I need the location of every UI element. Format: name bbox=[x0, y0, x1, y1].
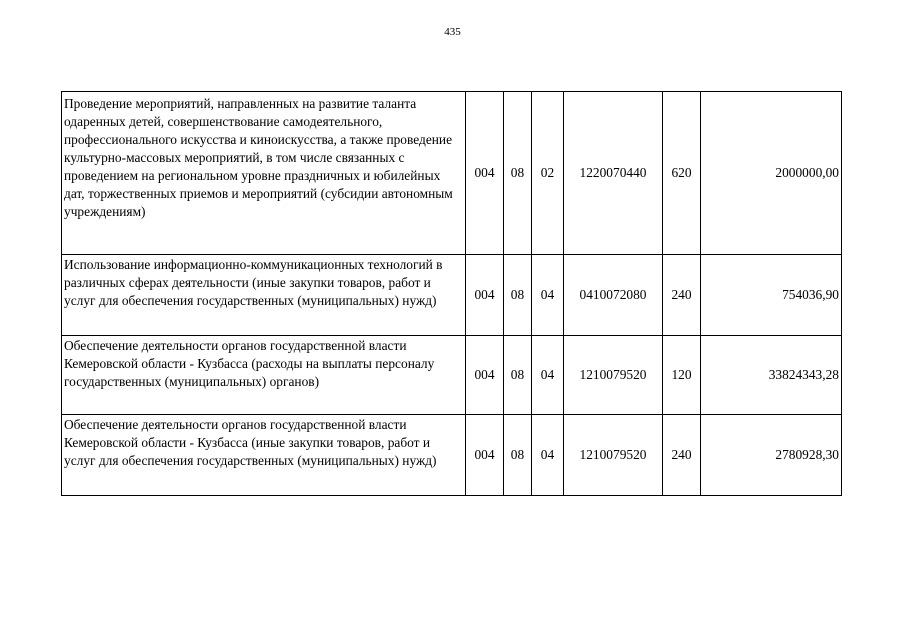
table-row bbox=[62, 92, 842, 255]
subsection-code-cell: 04 bbox=[532, 415, 564, 496]
subsection-code-cell: 04 bbox=[532, 255, 564, 336]
section-code-cell: 08 bbox=[504, 255, 532, 336]
amount-cell: 2000000,00 bbox=[701, 92, 842, 255]
subsection-code-cell: 04 bbox=[532, 336, 564, 415]
expense-name-cell: Проведение мероприятий, направленных на развитие таланта одаренных детей, совершенствование самодеятельного, профессионального искусства и киноискусства, а также проведение культурно-массовых мероприятий, в том числе связанных с проведением на региональном уровне праздничных и юбилейных дат, торжественных приемов и мероприятий (субсидии автономным учреждениям) bbox=[62, 92, 466, 255]
target-article-cell: 1210079520 bbox=[564, 415, 663, 496]
amount-cell: 2780928,30 bbox=[701, 415, 842, 496]
expense-type-cell: 120 bbox=[663, 336, 701, 415]
expense-type-cell: 240 bbox=[663, 415, 701, 496]
ministry-code-cell: 004 bbox=[466, 336, 504, 415]
target-article-cell: 0410072080 bbox=[564, 255, 663, 336]
table-row bbox=[62, 255, 842, 336]
section-code-cell: 08 bbox=[504, 336, 532, 415]
expense-name-cell: Использование информационно-коммуникационных технологий в различных сферах деятельности (иные закупки товаров, работ и услуг для обеспечения государственных (муниципальных) нужд) bbox=[62, 255, 466, 336]
expense-type-cell: 240 bbox=[663, 255, 701, 336]
section-code-cell: 08 bbox=[504, 415, 532, 496]
table-row bbox=[62, 336, 842, 415]
amount-cell: 33824343,28 bbox=[701, 336, 842, 415]
target-article-cell: 1210079520 bbox=[564, 336, 663, 415]
target-article-cell: 1220070440 bbox=[564, 92, 663, 255]
ministry-code-cell: 004 bbox=[466, 415, 504, 496]
amount-cell: 754036,90 bbox=[701, 255, 842, 336]
ministry-code-cell: 004 bbox=[466, 92, 504, 255]
expense-name-cell: Обеспечение деятельности органов государственной власти Кемеровской области - Кузбасса (иные закупки товаров, работ и услуг для обеспечения государственных (муниципальных) нужд) bbox=[62, 415, 466, 496]
ministry-code-cell: 004 bbox=[466, 255, 504, 336]
section-code-cell: 08 bbox=[504, 92, 532, 255]
budget-table bbox=[61, 91, 842, 496]
table-row bbox=[62, 415, 842, 496]
expense-name-cell: Обеспечение деятельности органов государственной власти Кемеровской области - Кузбасса (расходы на выплаты персоналу государственных (муниципальных) органов) bbox=[62, 336, 466, 415]
page-number: 435 bbox=[444, 26, 461, 38]
expense-type-cell: 620 bbox=[663, 92, 701, 255]
subsection-code-cell: 02 bbox=[532, 92, 564, 255]
